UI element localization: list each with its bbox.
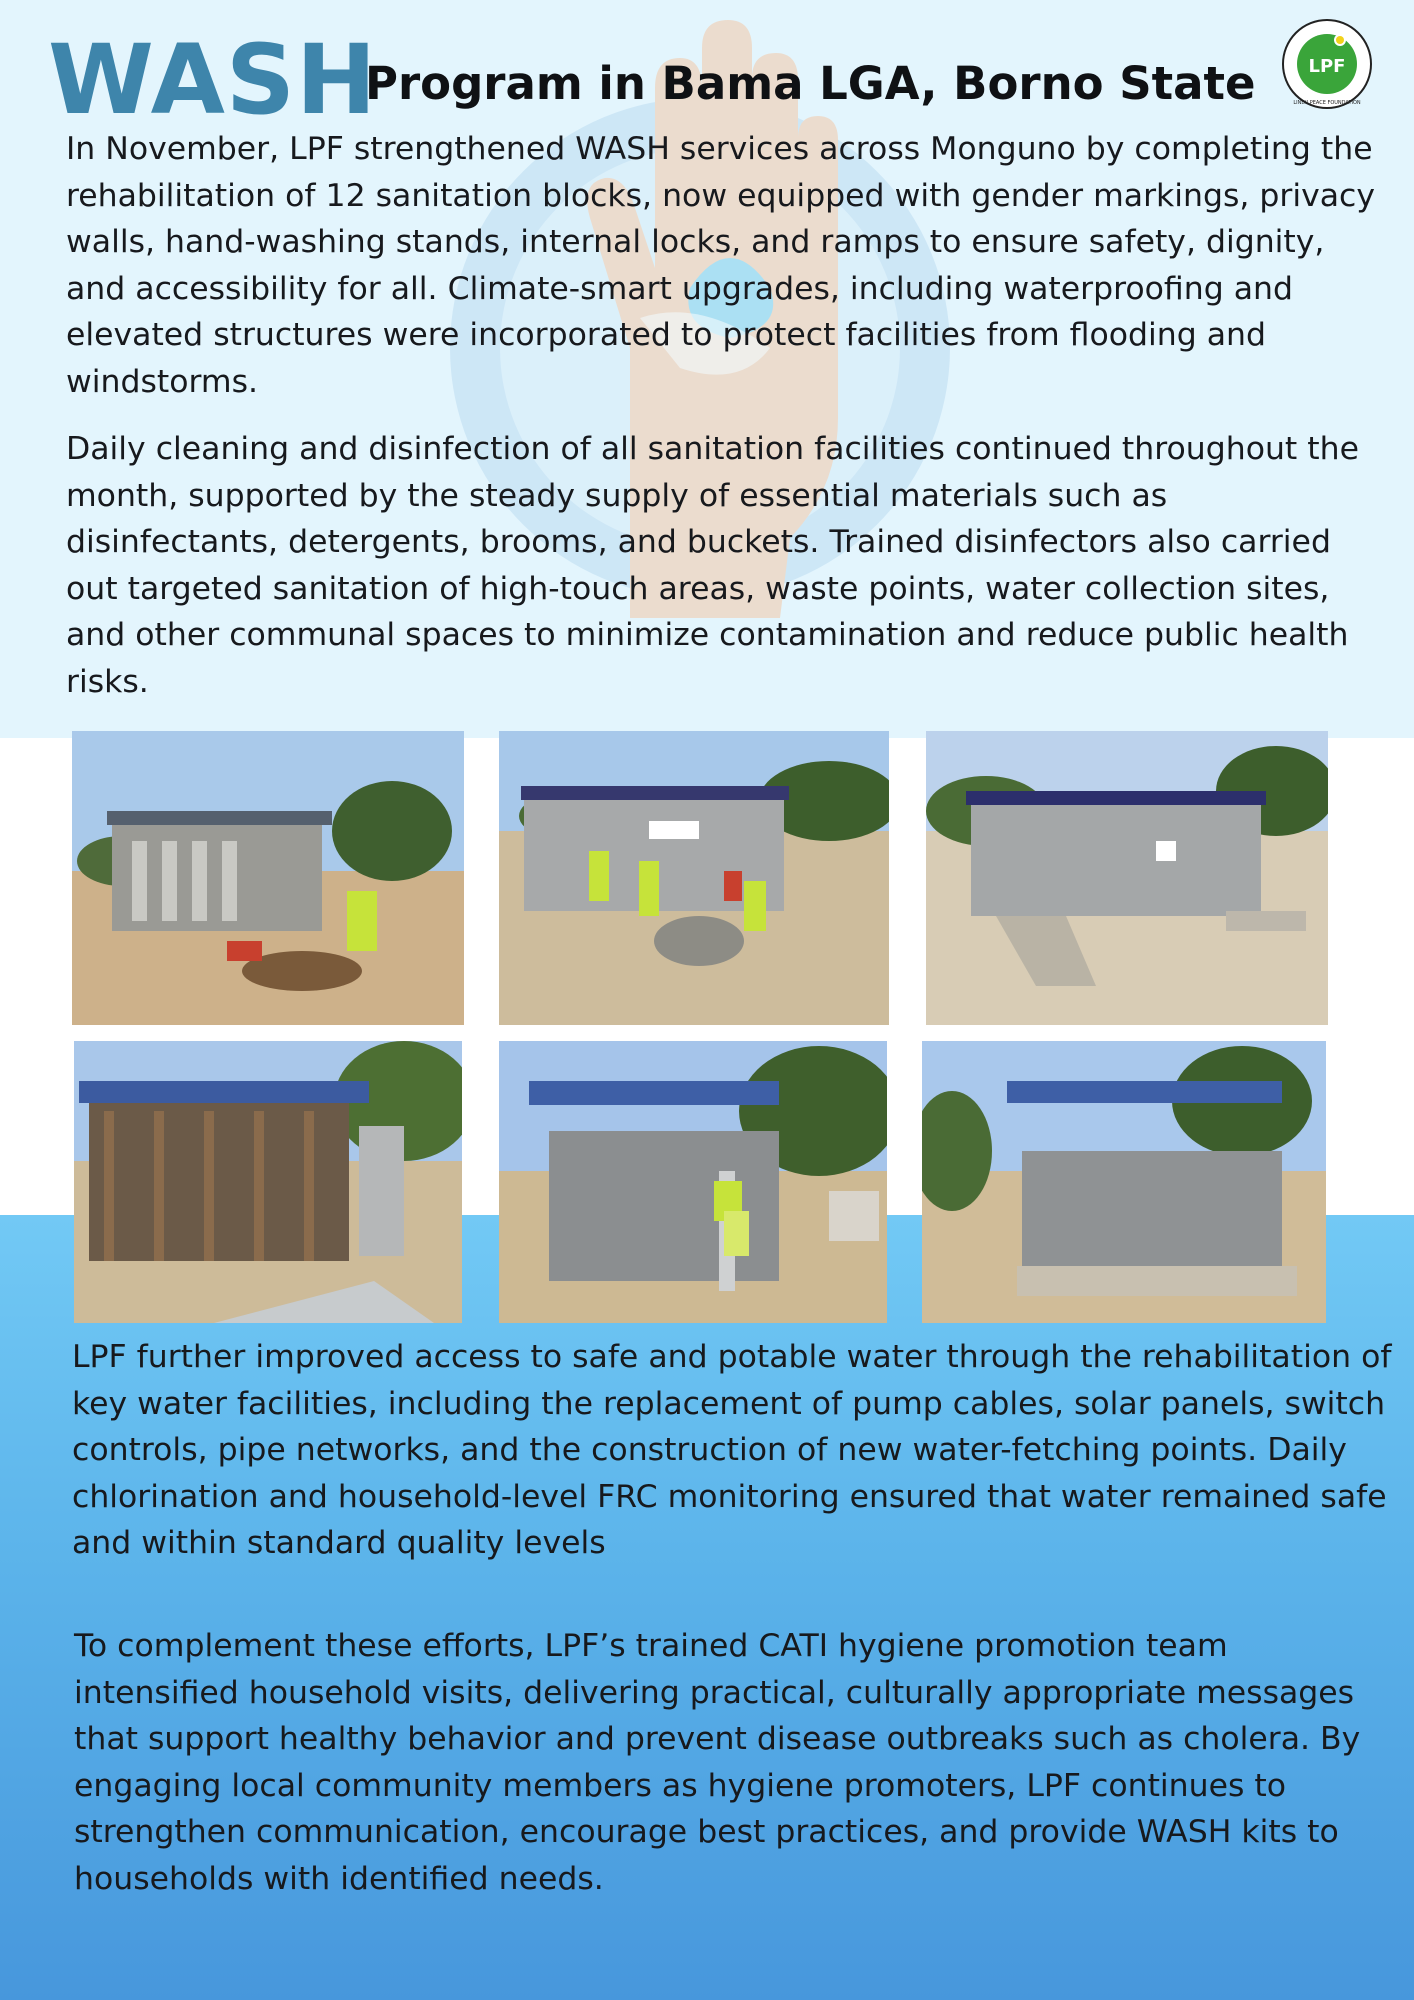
paragraph-water-access: LPF further improved access to safe and potable water through the rehabilitation of key water facilities, including the replacement of pump cables, solar panels, switch controls, pipe networks, and the construction of new water-fetching points. Daily chlorination and household-level FRC monitoring ensured that water remained safe and within standard quality levels <box>72 1339 1392 1561</box>
page-title <box>48 24 1278 136</box>
photo-latrine-construction-2 <box>499 731 889 1025</box>
photo-latrine-construction-1 <box>72 731 464 1025</box>
paragraph-cleaning: Daily cleaning and disinfection of all sanitation facilities continued throughout the month, supported by the steady supply of essential materials such as disinfectants, detergents, brooms, and buckets. Trained disinfectors also carried out targeted sanitation of high-touch areas, waste points, water collection sites, and other communal spaces to minimize contamination and reduce public health risks. <box>66 431 1359 700</box>
lpf-logo-icon <box>1278 18 1376 110</box>
logo-initials: LPF <box>1308 56 1346 77</box>
title-text: Program in Bama LGA, Borno State <box>365 57 1256 110</box>
title-highlight: WASH <box>48 24 378 136</box>
photo-latrine-completed-ramp <box>926 731 1328 1025</box>
photo-latrine-frame <box>74 1041 462 1323</box>
logo-org-name: LINDII PEACE FOUNDATION <box>1293 100 1361 106</box>
paragraph-hygiene-promotion: To complement these efforts, LPF’s trained CATI hygiene promotion team intensified household visits, delivering practical, culturally appropriate messages that support healthy behavior and prevent disease outbreaks such as cholera. By engaging local community members as hygiene promoters, LPF continues to strengthen communication, encourage best practices, and provide WASH kits to households with identified needs. <box>74 1628 1361 1897</box>
photo-latrine-iron-walls <box>499 1041 887 1323</box>
paragraph-sanitation-blocks: In November, LPF strengthened WASH services across Monguno by completing the rehabilitation of 12 sanitation blocks, now equipped with gender markings, privacy walls, hand-washing stands, internal locks, and ramps to ensure safety, dignity, and accessibility for all. Climate-smart upgrades, including waterproofing and elevated structures were incorporated to protect facilities from flooding and windstorms. <box>66 131 1376 400</box>
photo-latrine-new-block <box>922 1041 1326 1323</box>
